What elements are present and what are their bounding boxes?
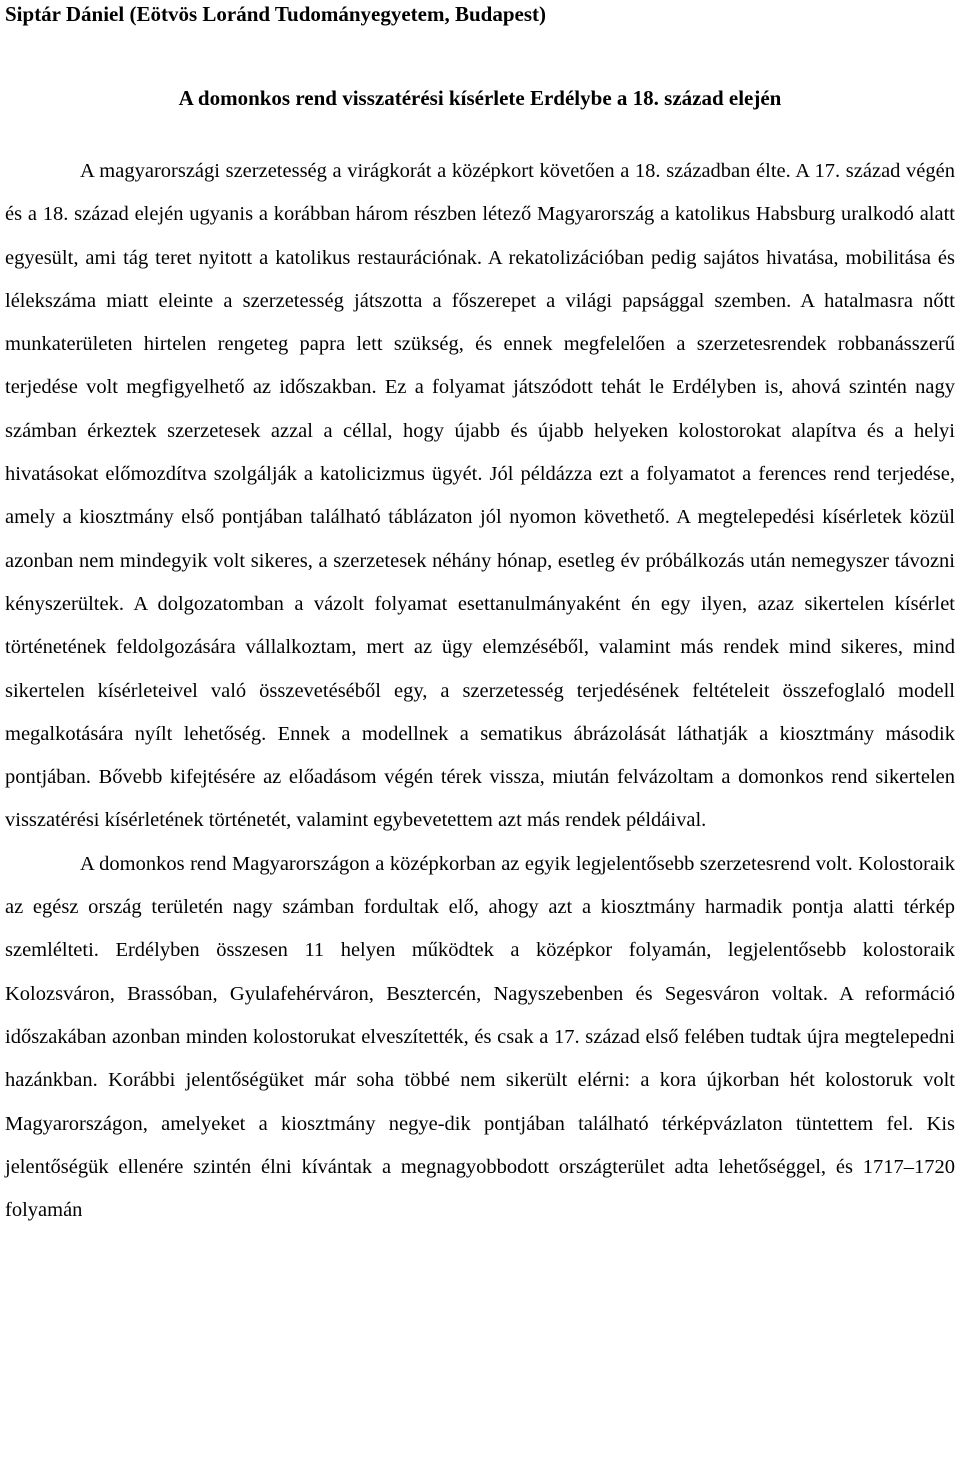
author-line: Siptár Dániel (Eötvös Loránd Tudományegyetem, Budapest) <box>5 2 547 26</box>
paragraph-2: A domonkos rend Magyarországon a középkorban az egyik legjelentősebb szerzetesrend volt. Kolostoraik az egész ország területén nagy számban fordultak elő, ahogy azt a kiosztmány harmadik pontja alatti térkép szemlélteti. Erdélyben összesen 11 helyen működtek a középkor folyamán, legjelentősebb kolostoraik Kolozsváron, Brassóban, Gyulafehérváron, Besztercén, Nagyszebenben és Segesváron voltak. A reformáció időszakában azonban minden kolostorukat elveszítették, és csak a 17. század első felében tudtak újra megtelepedni hazánkban. Korábbi jelentőségüket már soha többé nem sikerült elérni: a kora újkorban hét kolostoruk volt Magyarországon, amelyeket a kiosztmány negye-dik pontjában található térképvázlaton tüntettem fel. Kis jelentőségük ellenére szintén élni kívántak a megnagyobbodott országterület adta lehetőséggel, és 1717–1720 folyamán <box>5 852 955 1222</box>
document-title: A domonkos rend visszatérési kísérlete Erdélybe a 18. század elején <box>178 86 782 110</box>
paragraph-1: A magyarországi szerzetesség a virágkorát a középkort követően a 18. században élte. A 17. század végén és a 18. század elején ugyanis a korábban három részben létező Magyarország a katolikus Habsburg uralkodó alatt egyesült, ami tág teret nyitott a katolikus restaurációnak. A rekatolizációban pedig sajátos hivatása, mobilitása és lélekszáma miatt eleinte a szerzetesség játszotta a főszerepet a világi papsággal szemben. A hatalmasra nőtt munkaterületen hirtelen rengeteg papra lett szükség, és ennek megfelelően a szerzetesrendek robbanásszerű terjedése volt megfigyelhető az időszakban. Ez a folyamat játszódott tehát le Erdélyben is, ahová szintén nagy számban érkeztek szerzetesek azzal a céllal, hogy újabb és újabb helyeken kolostorokat alapítva és a helyi hivatásokat előmozdítva szolgálják a katolicizmus ügyét. Jól példázza ezt a folyamatot a ferences rend terjedése, amely a kiosztmány első pontjában található táblázaton jól nyomon követhető. A megtelepedési kísérletek közül azonban nem mindegyik volt sikeres, a szerzetesek néhány hónap, esetleg év próbálkozás után nemegyszer távozni kényszerültek. A dolgozatomban a vázolt folyamat esettanulmányaként én egy ilyen, azaz sikertelen kísérlet történetének feldolgozására vállalkoztam, mert az ügy elemzéséből, valamint más rendek mind sikeres, mind sikertelen kísérleteivel való összevetéséből egy, a szerzetesség terjedésének feltételeit összefoglaló modell megalkotására nyílt lehetőség. Ennek a modellnek a sematikus ábrázolását láthatják a kiosztmány második pontjában. Bővebb kifejtésére az előadásom végén térek vissza, miután felvázoltam a domonkos rend sikertelen visszatérési kísérletének történetét, valamint egybevetettem azt más rendek példáival. <box>5 160 955 832</box>
document-page <box>5 0 955 1232</box>
